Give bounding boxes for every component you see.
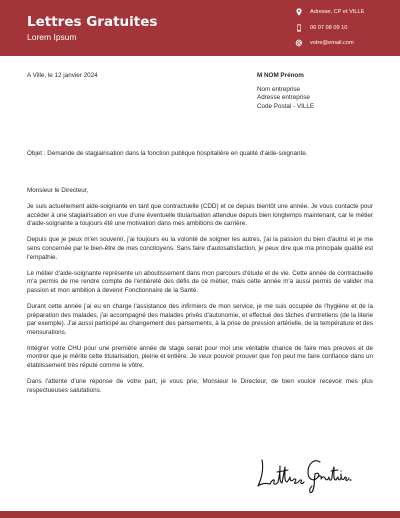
letterhead-banner (0, 0, 400, 56)
letter-subject: Objet : Demande de stagiairisation dans la fonction publique hospitalière en qualité d'aide-soignante. (27, 150, 308, 157)
recipient-company: Nom entreprise (257, 85, 301, 93)
recipient-name: M NOM Prénom (257, 72, 304, 79)
letter-paragraph: Durant cette année j'ai eu en charge l'assistance des infirmiers de mon service, je me suis occupée de l'hygiène et de la préparation des malades, j'ai accompagné des malades privés d'autonomie, et effectué des tâches d'entretiens (de la literie par exemple). J'ai aussi participé au changement des pansements, à la prise de pression artérielle, de la température et des mensurations. (27, 302, 373, 336)
letter-paragraph: Dans l'attente d'une réponse de votre part, je vous prie, Monsieur le Directeur, de bien vouloir recevoir mes plus respectueuses salutations. (27, 378, 373, 394)
letter-body (27, 187, 373, 403)
contact-address-text: Adresse, CP et VILLE (310, 9, 365, 15)
letter-paragraph: Le métier d'aide-soignante représente un aboutissement dans mon parcours d'étude et de vie. Cette année de contractuelle m'a permis de me rendre compte de l'entièreté des défis de ce métier, mais cette année m'a aussi permis de valider ma passion et mon ambition à devenir Fonctionnaire de la Santé. (27, 269, 373, 294)
letter-paragraph: Intégrer votre CHU pour une première année de stage serait pour moi une véritable chance de faire mes preuves et de montrer que je mérite cette titularisation, pleine et entière. Je veux pouvoir prouver que l'on peut me faire confiance dans un établissement très réputé comme le vôtre. (27, 344, 373, 369)
contact-email-text: votre@email.com (310, 40, 354, 46)
sender-subtitle: Lorem Ipsum (27, 32, 77, 42)
letter-paragraph: Je suis actuellement aide-soignante en tant que contractuelle (CDD) et ce depuis bientôt une année. Je vous contacte pour accéder à une stagiairisation en vue d'une éventuelle titularisation attendue depuis bien longtemps maintenant, car le métier d'aide-soignante a toujours été une motivation dans mes ambitions de carrière. (27, 203, 373, 228)
letter-date: A Ville, le 12 janvier 2024 (27, 72, 98, 79)
letter-paragraph: Depuis que je peux m'en souvenir, j'ai toujours eu la volonté de soigner les autres, j'ai la passion du bien d'autrui et je me sens concernée par le bien-être de mes concitoyens. Sans faire d'autosatisfaction, je peux dire que ma principale qualité est l'empathie. (27, 236, 373, 261)
phone-icon (295, 24, 303, 32)
sender-name: Lettres Gratuites (27, 14, 158, 30)
letter-greeting: Monsieur le Directeur, (27, 187, 89, 194)
footer-accent-bar (0, 511, 400, 518)
recipient-address: Adresse entreprise (257, 94, 310, 102)
contact-phone (295, 22, 347, 34)
recipient-block (257, 72, 314, 112)
contact-email (295, 37, 354, 49)
recipient-city: Code Postal - VILLE (257, 103, 315, 111)
contact-address (295, 6, 364, 18)
contact-phone-text: 06 07 08 09 10 (310, 25, 348, 31)
location-pin-icon (295, 8, 303, 16)
handwritten-signature (252, 450, 352, 494)
at-sign-icon (295, 39, 303, 47)
